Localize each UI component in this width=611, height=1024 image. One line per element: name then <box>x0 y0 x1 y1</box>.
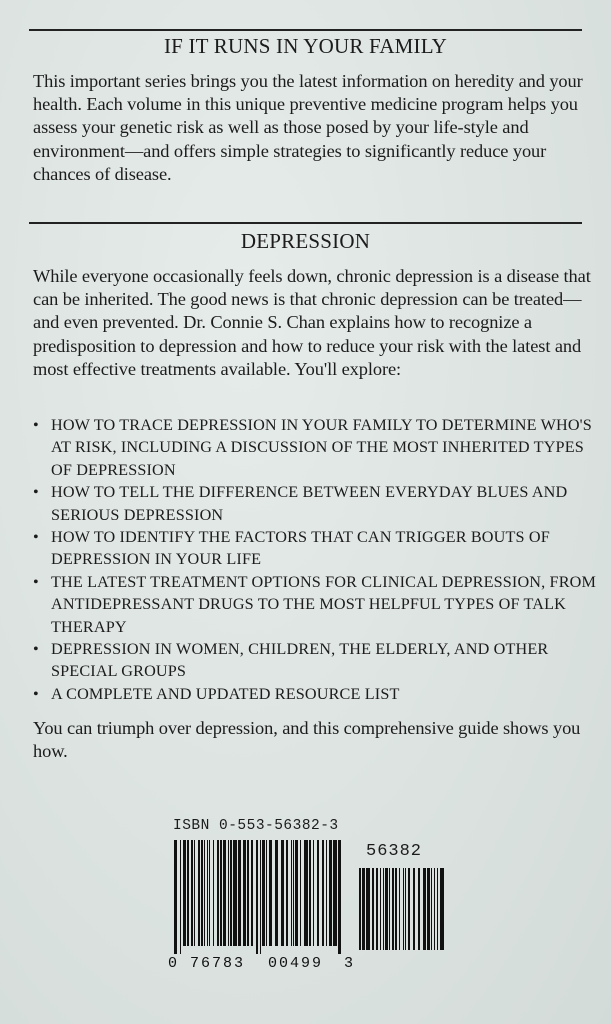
barcode-bar <box>238 840 241 946</box>
barcode-bar <box>281 840 284 946</box>
barcode-group-right: 00499 <box>268 955 324 970</box>
list-item: • THE LATEST TREATMENT OPTIONS FOR CLINICAL DEPRESSION, FROM ANTIDEPRESSANT DRUGS TO THE MOST HELPFUL TYPES OF TALK THERAPY <box>33 571 598 638</box>
barcode-bar <box>366 868 370 950</box>
barcode-bar <box>333 840 337 946</box>
barcode-bar <box>372 868 374 950</box>
barcode-bar <box>413 868 415 950</box>
barcode-bar <box>383 868 384 950</box>
list-item: • HOW TO TELL THE DIFFERENCE BETWEEN EVERYDAY BLUES AND SERIOUS DEPRESSION <box>33 481 598 526</box>
barcode-bar <box>183 840 186 946</box>
barcode-bar <box>286 840 288 946</box>
barcode-bar <box>194 840 195 946</box>
isbn-label: ISBN 0-553-56382-3 <box>173 818 339 834</box>
barcode-digit-left: 0 <box>168 955 178 970</box>
barcode-bar <box>198 840 200 946</box>
barcode-bar <box>275 840 278 946</box>
barcode-bar <box>395 868 397 950</box>
barcode-bar <box>389 868 390 950</box>
barcode-bar <box>187 840 189 946</box>
barcode-bar <box>362 868 365 950</box>
section-rule <box>29 222 582 224</box>
barcode-digit-right: 3 <box>344 955 354 970</box>
barcode-bar <box>243 840 246 946</box>
barcode-bar <box>174 840 177 954</box>
barcode-bar <box>251 840 253 946</box>
topic-list <box>33 414 598 705</box>
closing-text: You can triumph over depression, and this comprehensive guide shows you how. <box>33 718 581 762</box>
series-heading: IF IT RUNS IN YOUR FAMILY <box>163 34 448 58</box>
barcode-bar <box>213 840 214 946</box>
barcode-bar <box>329 840 332 946</box>
upc-barcode <box>168 840 354 970</box>
barcode-bar <box>293 840 294 946</box>
barcode-bar <box>266 840 267 946</box>
barcode-bar <box>405 868 406 950</box>
barcode-bar <box>191 840 193 946</box>
barcode-bar <box>304 840 308 946</box>
barcode-bar <box>423 868 426 950</box>
list-item: • HOW TO TRACE DEPRESSION IN YOUR FAMILY TO DETERMINE WHO'S AT RISK, INCLUDING A DISCUSSION OF THE MOST INHERITED TYPES OF DEPRESSION <box>33 414 598 481</box>
barcode-bar <box>220 840 222 946</box>
list-item: • A COMPLETE AND UPDATED RESOURCE LIST <box>33 683 598 705</box>
barcode-bar <box>230 840 232 946</box>
barcode-bar <box>403 868 404 950</box>
barcode-bar <box>313 840 314 946</box>
barcode-bar <box>262 840 265 946</box>
barcode-bar <box>223 840 226 946</box>
barcode-bar <box>269 840 272 946</box>
barcode-bar <box>295 840 298 946</box>
barcode-bar <box>380 868 381 950</box>
barcode-bar <box>300 840 301 946</box>
book-description: While everyone occasionally feels down, chronic depression is a disease that can be inherited. The good news is that chronic depression can be treated—and even prevented. Dr. Connie S. Chan explains how to recognize a predisposition to depression and how to reduce your risk with the latest and most effective treatments available. You'll explore: <box>33 266 591 379</box>
barcode-bar <box>256 840 258 954</box>
barcode-bar <box>233 840 237 946</box>
barcode-bar <box>427 868 430 950</box>
barcode-bar <box>322 840 324 946</box>
barcode-bar <box>376 868 378 950</box>
top-rule <box>29 29 582 31</box>
barcode-bar <box>338 840 341 954</box>
addon-number: 56382 <box>366 842 423 861</box>
list-item: • DEPRESSION IN WOMEN, CHILDREN, THE ELDERLY, AND OTHER SPECIAL GROUPS <box>33 638 598 683</box>
barcode-bar <box>437 868 438 950</box>
barcode-bar <box>431 868 432 950</box>
barcode-bar <box>326 840 327 946</box>
barcode-bar <box>359 868 361 950</box>
barcode-bar <box>217 840 219 946</box>
barcode-bar <box>408 868 410 950</box>
list-item: • HOW TO IDENTIFY THE FACTORS THAT CAN TRIGGER BOUTS OF DEPRESSION IN YOUR LIFE <box>33 526 598 571</box>
barcode-bar <box>228 840 229 946</box>
barcode-bar <box>209 840 210 946</box>
barcode-bar <box>180 840 181 954</box>
barcode-bar <box>247 840 249 946</box>
barcode-group-left: 76783 <box>190 955 246 970</box>
barcode-bar <box>207 840 208 946</box>
barcode-bar <box>317 840 319 946</box>
barcode-bar <box>201 840 203 946</box>
barcode-bar <box>418 868 420 950</box>
barcode-bar <box>399 868 400 950</box>
barcode-bar <box>385 868 388 950</box>
barcode-bar <box>440 868 444 950</box>
barcode-bar <box>392 868 394 950</box>
barcode-bar <box>309 840 311 946</box>
book-heading: DEPRESSION <box>240 229 371 253</box>
series-description: This important series brings you the latest information on heredity and your health. Each volume in this unique preventive medicine program helps you assess your genetic risk as well as those posed by your life-style and environment—and offers simple strategies to significantly reduce your chances of disease. <box>33 71 583 184</box>
barcode-bar <box>260 840 261 954</box>
barcode-bar <box>434 868 435 950</box>
barcode-bar <box>204 840 205 946</box>
barcode-bar <box>291 840 292 946</box>
